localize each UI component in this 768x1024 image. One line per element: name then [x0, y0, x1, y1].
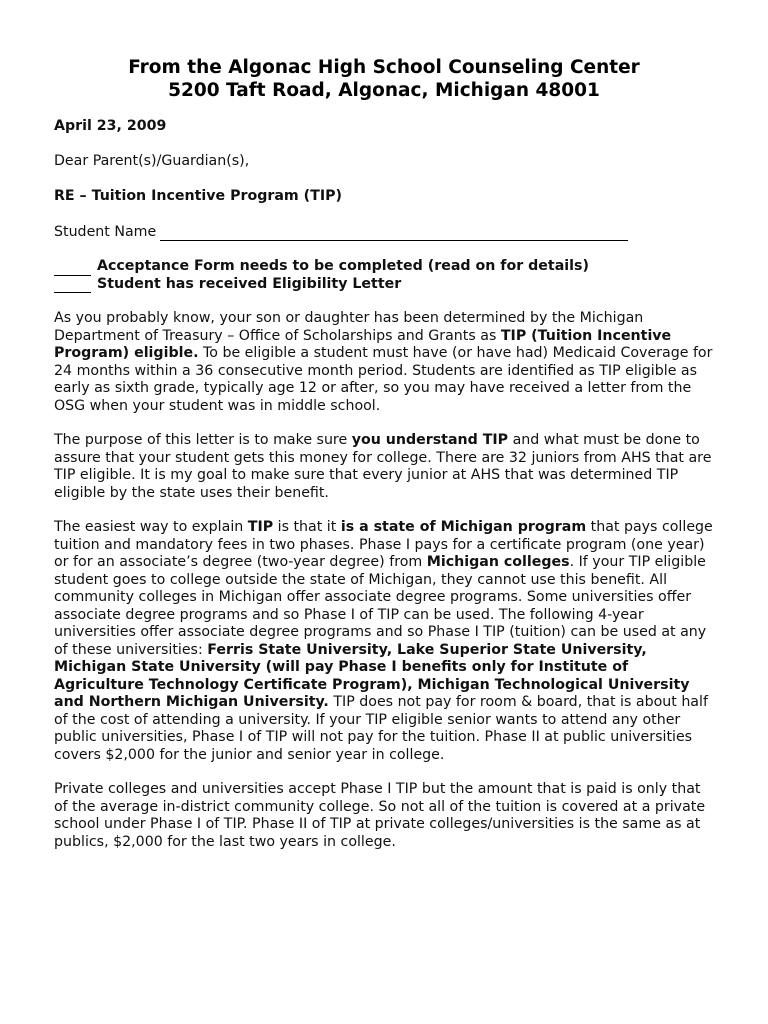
paragraph-text: is that it	[273, 519, 341, 535]
paragraph-bold-text: Michigan colleges	[426, 554, 570, 570]
paragraph-text: As you probably know, your son or daughter has been determined by the Michigan Department of Treasury – Office of Scholarships and Grants as	[54, 310, 644, 344]
letter-date: April 23, 2009	[54, 118, 167, 134]
greeting: Dear Parent(s)/Guardian(s),	[54, 152, 250, 169]
paragraph-text: and what must be done to assure that your student gets this money for college. There are 32 juniors from AHS that are TIP eligible. It is my goal to make sure that every junior at AHS that was determined TIP eligible by the state uses their benefit.	[54, 432, 712, 501]
checklist-item-label: Acceptance Form needs to be completed (read on for details)	[97, 258, 589, 274]
paragraph-eligibility	[54, 310, 714, 415]
paragraph-text: To be eligible a student must have (or have had) Medicaid Coverage for 24 months within a 36 consecutive month period. Students are identified as TIP eligible as early as sixth grade, typically age 12 or after, so you may have received a letter from the OSG when your student was in middle school.	[54, 345, 713, 414]
letterhead-line-1: From the Algonac High School Counseling Center	[128, 57, 640, 78]
paragraph-text: The purpose of this letter is to make sure	[54, 432, 352, 448]
checklist-item-label: Student has received Eligibility Letter	[97, 275, 402, 292]
paragraph-bold-text: Ferris State University, Lake Superior State University, Michigan State University (will pay Phase I benefits only for Institute of Agriculture Technology Certificate Program), Michigan Technological University and Northern Michigan University.	[54, 641, 690, 710]
student-name-row	[54, 224, 714, 242]
student-name-blank	[160, 224, 628, 241]
letterhead-line-2: 5200 Taft Road, Algonac, Michigan 48001	[168, 80, 600, 101]
paragraph-tip-explanation	[54, 519, 714, 764]
paragraph-bold-text: TIP	[247, 519, 274, 535]
paragraph-bold-text: TIP (Tuition Incentive Program) eligible.	[54, 327, 672, 361]
paragraph-text: TIP does not pay for room & board, that is about half of the cost of attending a university. If your TIP eligible senior wants to attend any other public universities, Phase I of TIP will not pay for the tuition. Phase II at public universities covers $2,000 for the junior and senior year in college.	[54, 694, 708, 763]
checklist-item-eligibility-letter	[54, 276, 714, 294]
letterhead	[54, 56, 714, 102]
paragraph-text: The easiest way to explain	[54, 519, 248, 535]
paragraph-private-colleges	[54, 781, 714, 851]
student-name-label: Student Name	[54, 223, 157, 240]
subject-line: RE – Tuition Incentive Program (TIP)	[54, 188, 342, 204]
checklist	[54, 258, 714, 293]
checklist-item-acceptance-form	[54, 258, 714, 276]
checklist-blank	[54, 261, 91, 276]
paragraph-purpose	[54, 432, 714, 502]
paragraph-bold-text: is a state of Michigan program	[340, 519, 587, 535]
paragraph-text: that pays college tuition and mandatory fees in two phases. Phase I pays for a certificate program (one year) or for an associate’s degree (two-year degree) from	[54, 519, 713, 570]
paragraph-bold-text: you understand TIP	[351, 432, 509, 448]
paragraph-text: . If your TIP eligible student goes to college outside the state of Michigan, they cannot use this benefit. All community colleges in Michigan offer associate degree programs. Some universities offer associate degree programs and so Phase I of TIP can be used. The following 4-year universities offer associate degree programs and so Phase I TIP (tuition) can be used at any of these universities:	[54, 554, 707, 658]
checklist-blank	[54, 278, 91, 293]
paragraph-text: Private colleges and universities accept Phase I TIP but the amount that is paid is only that of the average in-district community college. So not all of the tuition is covered at a private school under Phase I of TIP. Phase II of TIP at private colleges/universities is the same as at publics, $2,000 for the last two years in college.	[54, 781, 706, 850]
